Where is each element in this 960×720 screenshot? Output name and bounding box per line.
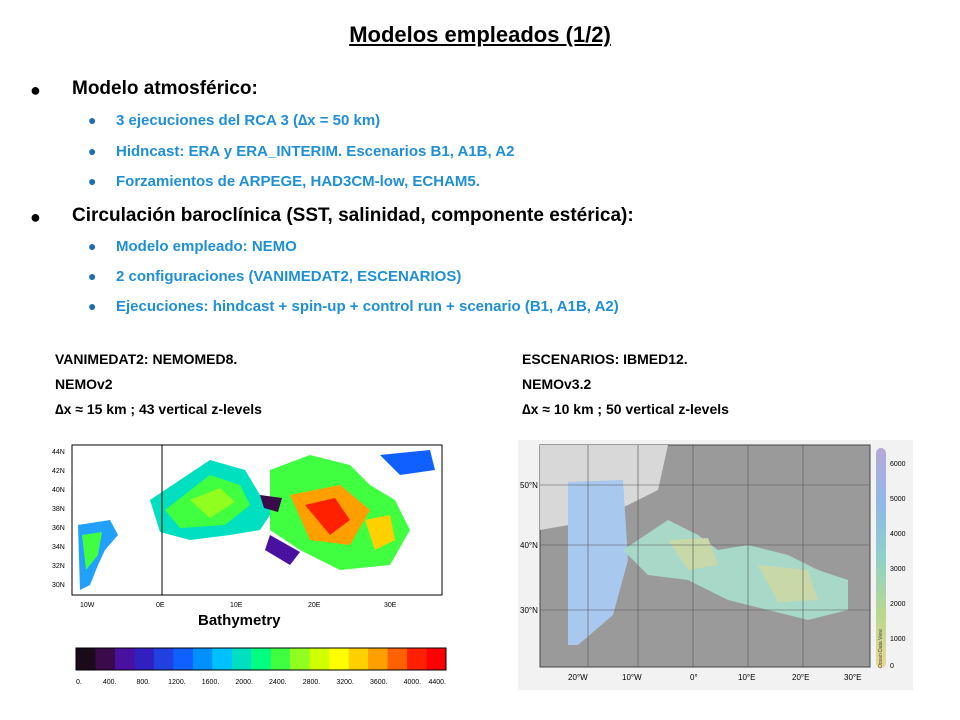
lat-label: 40°N (520, 541, 538, 550)
sub-bullet-text: 2 configuraciones (VANIMEDAT2, ESCENARIOS) (116, 268, 462, 285)
sub-bullet-text: Hidncast: ERA y ERA_INTERIM. Escenarios B1, A1B, A2 (116, 143, 515, 160)
nemomed8-bathymetry-map (50, 440, 450, 615)
colorbar-cell (95, 648, 115, 670)
lon-label: 10°E (738, 673, 756, 682)
sub-bullet-dot: ● (88, 238, 97, 254)
colorbar-tick-label: 2400. (269, 679, 287, 686)
right-caption-line: ∆x ≈ 10 km ; 50 vertical z-levels (522, 401, 729, 417)
bullet-text: Modelo atmosférico: (72, 78, 258, 99)
lon-label: 20°E (792, 673, 810, 682)
lon-label: 10°W (622, 673, 642, 682)
colorbar-tick-label: 2000. (235, 679, 253, 686)
colorbar-tick-label: 3200. (336, 679, 354, 686)
colorbar-cell (251, 648, 271, 670)
lat-label: 30°N (520, 606, 538, 615)
ibmed12-bathymetry-map (518, 440, 913, 690)
sub-bullet-text: Forzamientos de ARPEGE, HAD3CM-low, ECHAM5. (116, 173, 480, 190)
bathymetry-label: Bathymetry (198, 612, 281, 629)
colorbar-cell (271, 648, 291, 670)
sub-bullet-dot: ● (88, 173, 97, 189)
sub-bullet-text: 3 ejecuciones del RCA 3 (∆x = 50 km) (116, 112, 381, 129)
colorbar-cell (329, 648, 349, 670)
lat-label: 34N (52, 544, 65, 551)
colorbar-cell (154, 648, 174, 670)
left-caption-line: VANIMEDAT2: NEMOMED8. (55, 351, 238, 367)
colorbar-tick: 0 (890, 663, 894, 670)
sub-bullet-dot: ● (88, 268, 97, 284)
colorbar-cell (212, 648, 232, 670)
sub-bullet-dot: ● (88, 143, 97, 159)
lat-label: 30N (52, 582, 65, 589)
colorbar-cell (76, 648, 96, 670)
colorbar-tick: 2000 (890, 601, 906, 608)
colorbar-tick-label: 4000. (403, 679, 422, 686)
lon-label: 10W (80, 602, 95, 609)
colorbar-cell (134, 648, 154, 670)
lon-label: 30E (384, 602, 397, 609)
left-model-caption (55, 347, 262, 422)
slide-title: Modelos empleados (1/2) (349, 22, 611, 47)
colorbar-cell (193, 648, 213, 670)
colorbar-cell (232, 648, 252, 670)
colorbar-tick: 4000 (890, 531, 906, 538)
lat-label: 40N (52, 487, 65, 494)
lon-label: 20°W (568, 673, 588, 682)
ocean-data-view-watermark: Ocean Data View (878, 629, 884, 668)
lon-label: 20E (308, 602, 321, 609)
lon-label: 10E (230, 602, 243, 609)
colorbar-tick-label: 0. (76, 679, 82, 686)
right-model-caption (522, 347, 729, 422)
lat-label: 38N (52, 506, 65, 513)
colorbar-tick-label: 4400. (428, 679, 446, 686)
colorbar-tick-label: 2800. (302, 679, 321, 686)
colorbar-cell (310, 648, 330, 670)
colorbar-cell (290, 648, 310, 670)
lon-label: 0° (690, 673, 698, 682)
colorbar-tick: 3000 (890, 566, 906, 573)
colorbar-cell (407, 648, 427, 670)
colorbar-tick: 1000 (890, 636, 906, 643)
left-caption-line: NEMOv2 (55, 376, 113, 392)
sub-bullet-dot: ● (88, 298, 97, 314)
colorbar-cell (427, 648, 447, 670)
colorbar-cell (368, 648, 388, 670)
colorbar-tick-label: 400. (102, 679, 117, 686)
colorbar-tick-label: 3600. (369, 679, 388, 686)
lat-label: 50°N (520, 481, 538, 490)
bathymetry-colorbar (70, 644, 455, 690)
colorbar-tick: 5000 (890, 496, 906, 503)
lat-label: 36N (52, 525, 65, 532)
lat-label: 32N (52, 563, 65, 570)
left-caption-line: ∆x ≈ 15 km ; 43 vertical z-levels (55, 401, 262, 417)
colorbar-tick-label: 1200. (168, 679, 186, 686)
colorbar-tick-label: 800. (136, 679, 151, 686)
lat-label: 42N (52, 468, 65, 475)
colorbar-cell (173, 648, 193, 670)
colorbar-cell (349, 648, 369, 670)
lon-label: 0E (156, 602, 165, 609)
right-caption-line: ESCENARIOS: IBMED12. (522, 351, 688, 367)
lon-label: 30°E (844, 673, 862, 682)
bullet-dot: ● (30, 207, 41, 227)
sub-bullet-dot: ● (88, 112, 97, 128)
sub-bullet-text: Ejecuciones: hindcast + spin-up + control run + scenario (B1, A1B, A2) (116, 298, 619, 315)
bullet-dot: ● (30, 80, 41, 100)
lat-label: 44N (52, 449, 65, 456)
colorbar-tick: 6000 (890, 461, 906, 468)
colorbar-cell (388, 648, 408, 670)
colorbar-cell (115, 648, 135, 670)
bullet-text: Circulación baroclínica (SST, salinidad, componente estérica): (72, 205, 634, 226)
colorbar-tick-label: 1600. (201, 679, 220, 686)
sub-bullet-text: Modelo empleado: NEMO (116, 238, 297, 255)
right-caption-line: NEMOv3.2 (522, 376, 592, 392)
